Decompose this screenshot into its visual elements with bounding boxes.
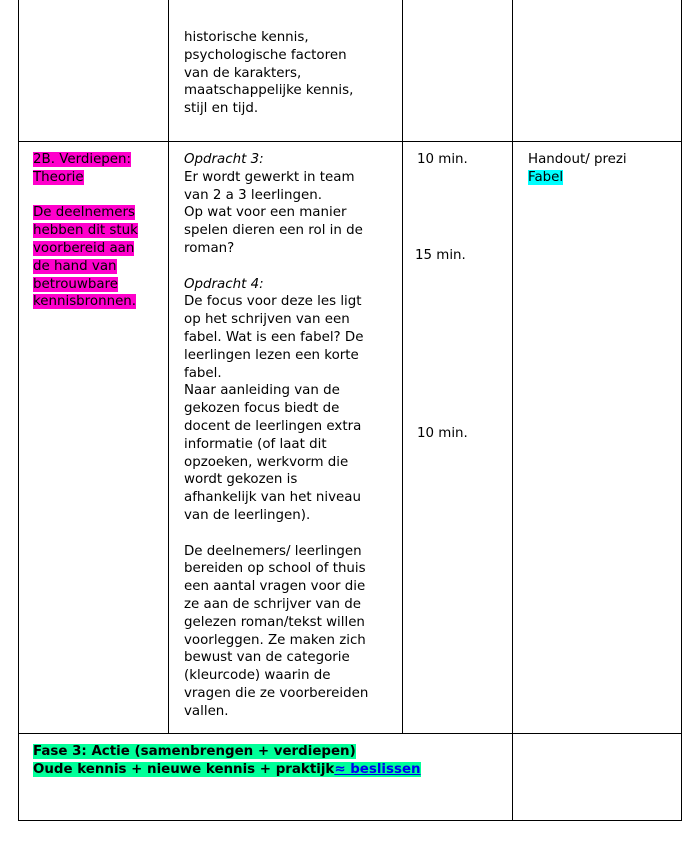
phase-desc-line: betrouwbare	[33, 276, 118, 292]
materials-cell	[528, 151, 627, 187]
opdracht4-line: fabel. Wat is een fabel? De	[184, 329, 364, 345]
paragraph3-line: een aantal vragen voor die	[184, 579, 366, 595]
opdracht4-line: wordt gekozen is	[184, 472, 298, 488]
phase-label-line: Theorie	[33, 169, 84, 185]
opdracht3-title: Opdracht 3:	[184, 152, 264, 167]
phase3-title: Fase 3: Actie (samenbrengen + verdiepen)	[33, 744, 356, 759]
phase-desc-line: voorbereid aan	[33, 240, 135, 256]
row1-line: historische kennis,	[184, 30, 309, 45]
table-col-divider-3	[512, 0, 513, 821]
row1-line: van de karakters,	[184, 65, 302, 81]
phase3-subtitle: Oude kennis + nieuwe kennis + praktijk	[33, 761, 335, 777]
phase3-heading	[33, 743, 421, 779]
paragraph3-line: voorleggen. Ze maken zich	[184, 632, 366, 648]
opdracht3-line: spelen dieren een rol in de	[184, 223, 363, 239]
opdracht4-title: Opdracht 4:	[184, 276, 264, 292]
phase-desc-line: de hand van	[33, 258, 117, 274]
phase-label-line: 2B. Verdiepen:	[33, 152, 132, 167]
phase-cell	[33, 151, 138, 311]
opdracht3-line: Er wordt gewerkt in team	[184, 169, 355, 185]
opdracht4-line: afhankelijk van het niveau	[184, 490, 361, 506]
table-col-divider-1	[168, 0, 169, 734]
paragraph3-line: De deelnemers/ leerlingen	[184, 543, 362, 559]
opdracht4-line: leerlingen lezen een korte	[184, 347, 359, 363]
row1-line: maatschappelijke kennis,	[184, 83, 354, 99]
table-row-divider-1	[18, 141, 682, 142]
phase-desc-line: kennisbronnen.	[33, 294, 137, 310]
table-col-divider-2	[402, 0, 403, 734]
opdracht4-line: fabel.	[184, 365, 222, 381]
activity-cell	[184, 151, 368, 721]
phase-desc-line: hebben dit stuk	[33, 223, 138, 239]
paragraph3-line: ze aan de schrijver van de	[184, 596, 361, 612]
time-value: 10 min.	[417, 152, 468, 167]
row1-line: stijl en tijd.	[184, 101, 259, 117]
row1-activity-text	[184, 29, 353, 118]
paragraph3-line: bewust van de categorie	[184, 650, 350, 666]
opdracht4-line: docent de leerlingen extra	[184, 418, 362, 434]
materials-line: Handout/ prezi	[528, 152, 627, 167]
paragraph3-line: gelezen roman/tekst willen	[184, 614, 365, 630]
opdracht4-line: op het schrijven van een	[184, 312, 350, 328]
table-border-left	[18, 0, 19, 821]
phase3-beslissen-link[interactable]: ≈ beslissen	[334, 761, 421, 777]
opdracht3-line: van 2 a 3 leerlingen.	[184, 187, 322, 203]
opdracht4-line: van de leerlingen).	[184, 507, 311, 523]
paragraph3-line: bereiden op school of thuis	[184, 561, 366, 577]
paragraph3-line: vragen die ze voorbereiden	[184, 685, 369, 701]
row1-line: psychologische factoren	[184, 47, 347, 63]
opdracht4-line: gekozen focus biedt de	[184, 401, 340, 417]
opdracht4-line: Naar aanleiding van de	[184, 383, 340, 399]
table-border-bottom	[18, 820, 682, 821]
time-value: 15 min.	[415, 248, 466, 263]
opdracht4-line: opzoeken, werkvorm die	[184, 454, 349, 470]
phase-desc-line: De deelnemers	[33, 205, 135, 221]
opdracht4-line: informatie (of laat dit	[184, 436, 327, 452]
table-border-right	[681, 0, 682, 821]
time-value: 10 min.	[417, 426, 468, 441]
opdracht3-line: roman?	[184, 240, 235, 256]
materials-fabel-highlight: Fabel	[528, 169, 564, 185]
paragraph3-line: vallen.	[184, 703, 229, 719]
table-row-divider-2	[18, 733, 682, 734]
paragraph3-line: (kleurcode) waarin de	[184, 668, 331, 684]
opdracht4-line: De focus voor deze les ligt	[184, 294, 362, 310]
opdracht3-line: Op wat voor een manier	[184, 205, 347, 221]
